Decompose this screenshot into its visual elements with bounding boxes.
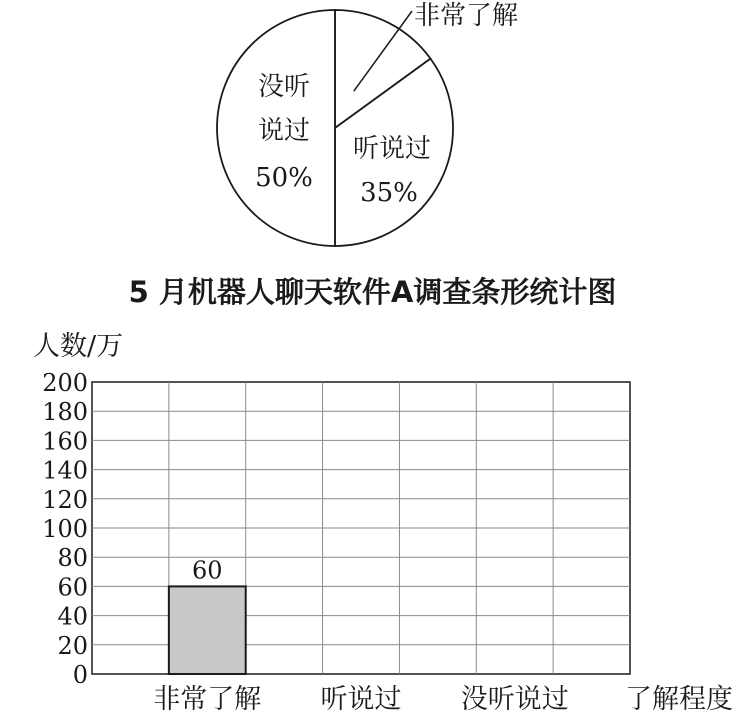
pie-value-heard: 35% xyxy=(360,178,418,208)
x-category-label: 没听说过 xyxy=(460,684,569,715)
y-tick-label: 0 xyxy=(72,661,88,689)
y-tick-label: 200 xyxy=(42,369,88,397)
y-tick-label: 80 xyxy=(57,544,88,573)
y-tick-label: 120 xyxy=(42,485,88,514)
bar xyxy=(169,586,246,674)
y-tick-label: 20 xyxy=(57,631,88,660)
pie-label-very-familiar: 非常了解 xyxy=(414,1,519,31)
bar-chart-title: 5 月机器人聊天软件A调查条形统计图 xyxy=(128,275,617,309)
y-tick-label: 140 xyxy=(42,456,88,485)
pie-chart xyxy=(0,0,745,265)
bar-data-label: 60 xyxy=(192,556,223,585)
pie-value-never-heard: 50% xyxy=(255,163,313,193)
y-tick-label: 40 xyxy=(57,602,88,631)
y-tick-label: 60 xyxy=(57,573,88,602)
pie-label-never-heard-line2: 说过 xyxy=(257,116,311,146)
bar-chart xyxy=(0,320,745,727)
y-axis-title: 人数/万 xyxy=(33,331,124,362)
y-tick-label: 100 xyxy=(42,515,88,543)
pie-label-heard: 听说过 xyxy=(352,134,432,164)
x-category-label: 非常了解 xyxy=(153,684,262,715)
y-tick-label: 180 xyxy=(42,398,88,427)
y-tick-label: 160 xyxy=(42,427,88,456)
x-category-label: 听说过 xyxy=(320,684,402,715)
pie-label-never-heard-line1: 没听 xyxy=(257,72,311,102)
x-axis-title: 了解程度 xyxy=(625,684,733,715)
